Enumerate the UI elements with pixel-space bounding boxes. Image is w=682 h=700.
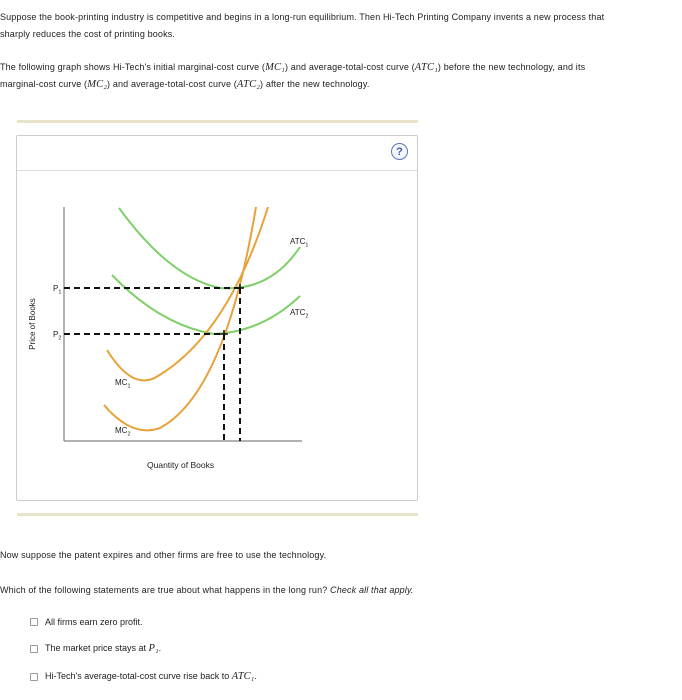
mc2-symbol: MC₂ <box>87 79 108 90</box>
question-prompt: Which of the following statements are true about what happens in the long run? Check all that apply. <box>0 585 414 595</box>
atc1-symbol: ATC₁ <box>414 62 438 73</box>
instruction-text: Check all that apply. <box>330 585 414 595</box>
atc2-symbol: ATC₂ <box>236 79 261 90</box>
bottom-divider <box>17 513 418 516</box>
option-label: The market price stays at P₁. <box>45 643 162 654</box>
checkbox[interactable] <box>30 673 38 681</box>
option-label: All firms earn zero profit. <box>45 617 143 627</box>
y-axis-label: Price of Books <box>28 298 37 350</box>
atc1-label: $ATC_1$ <box>290 237 309 249</box>
option-atc-rise-back[interactable] <box>30 671 257 682</box>
mc2-label: $MC_2$ <box>115 426 131 438</box>
mc1-label: $MC_1$ <box>115 378 131 390</box>
x-axis-label: Quantity of Books <box>147 460 215 470</box>
intro-line-2: sharply reduces the cost of printing books. <box>0 29 176 39</box>
option-price-stays-p1[interactable] <box>30 643 161 654</box>
option-zero-profit[interactable] <box>30 617 143 627</box>
p2-label: $P_2$ <box>53 330 62 342</box>
checkbox[interactable] <box>30 618 38 626</box>
mc2-curve <box>104 207 256 430</box>
help-icon[interactable]: ? <box>391 143 408 160</box>
checkbox[interactable] <box>30 645 38 653</box>
atc1-curve <box>119 208 300 288</box>
graph-description-line-1: The following graph shows Hi-Tech's initial marginal-cost curve (MC₁) and average-total-cost curve (ATC₁) before the new technology, and its <box>0 62 586 73</box>
graph-description-line-2: marginal-cost curve (MC₂) and average-total-cost curve (ATC₂) after the new technology. <box>0 79 370 90</box>
intro-line-1: Suppose the book-printing industry is competitive and begins in a long-run equilibrium. Then Hi-Tech Printing Company invents a new process that <box>0 12 605 22</box>
atc2-label: $ATC_2$ <box>290 308 309 320</box>
p1-label: $P_1$ <box>53 284 62 296</box>
scenario-text: Now suppose the patent expires and other firms are free to use the technology. <box>0 550 327 560</box>
option-label: Hi-Tech's average-total-cost curve rise back to ATC₁. <box>45 671 257 682</box>
mc1-symbol: MC₁ <box>265 62 285 73</box>
